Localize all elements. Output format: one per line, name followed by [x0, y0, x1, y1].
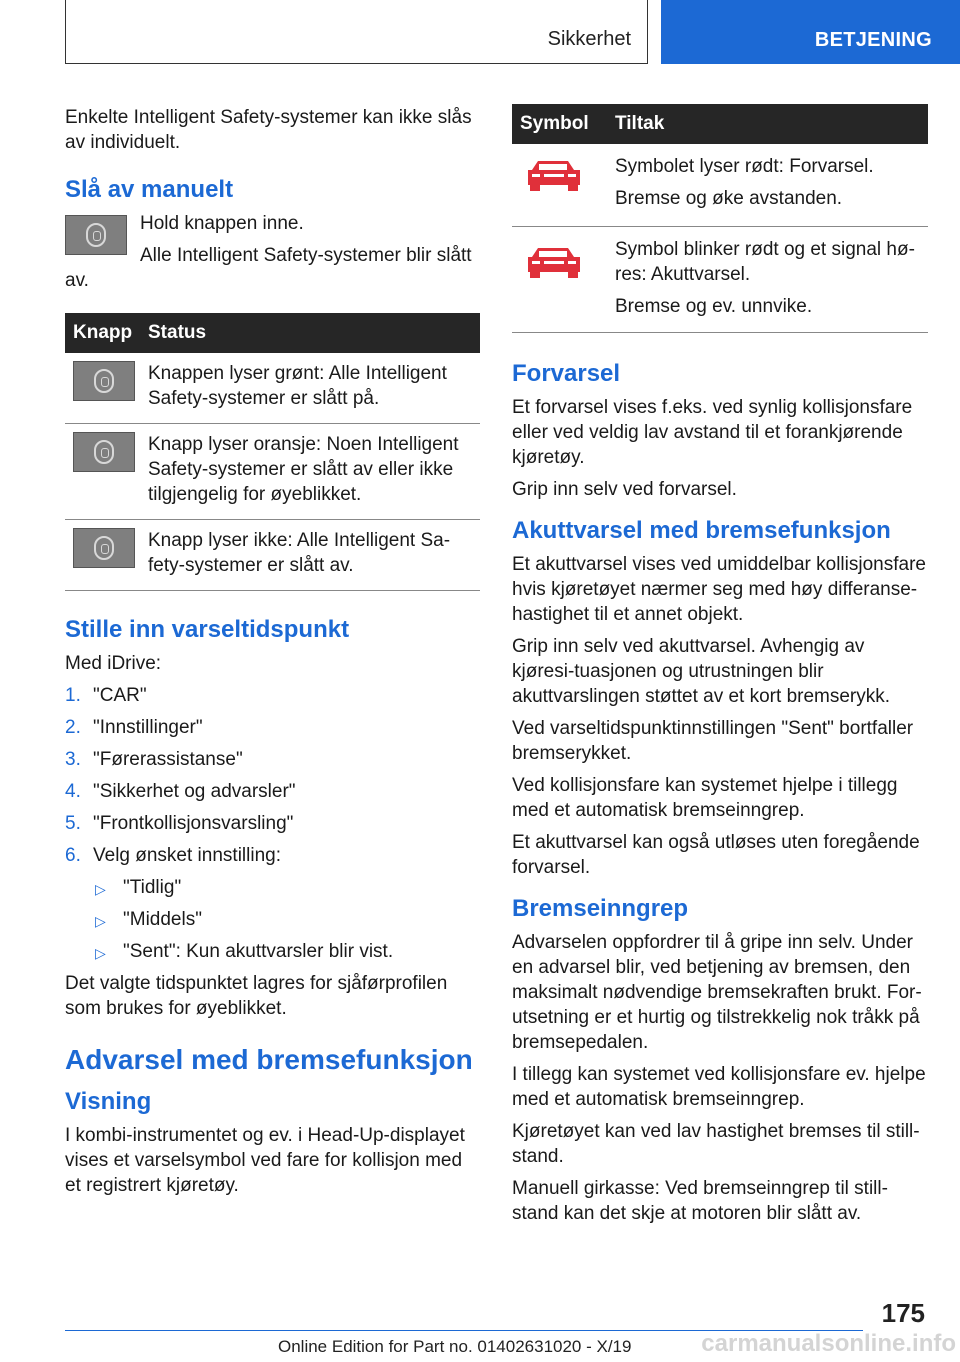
right-column [512, 104, 928, 1233]
symbol-table [512, 104, 928, 333]
list-item: 5. "Frontkollisjonsvarsling" [65, 813, 294, 834]
akutt-text-3: Ved varseltidspunktinnstillingen "Sent" bortfaller bremserykket. [512, 718, 914, 764]
manual-step-2: Alle Intelligent Safety-systemer blir slått av. [65, 245, 472, 291]
page-number: 175 [881, 1298, 925, 1328]
table-header-status: Status [141, 313, 480, 353]
steps-list [65, 683, 480, 868]
tiltak-line: Bremse og ev. unnvike. [615, 296, 813, 317]
safety-button-icon [65, 215, 127, 255]
saved-text: Det valgte tidspunktet lagres for sjåførprofilen som brukes for øyeblikket. [65, 973, 448, 1019]
akutt-text-4: Ved kollisjonsfare kan systemet hjelpe i tillegg med et automatisk bremseinngrep. [512, 775, 898, 821]
substeps-list [65, 875, 480, 964]
idrive-text: Med iDrive: [65, 653, 162, 674]
warn-time-heading: Stille inn varseltidspunkt [65, 616, 350, 643]
brems-text-4: Manuell girkasse: Ved bremseinngrep til still-stand kan det skje at motoren blir slått av. [512, 1178, 888, 1224]
status-table [65, 313, 480, 591]
table-row [512, 227, 928, 333]
list-item: 1. "CAR" [65, 685, 147, 706]
forvarsel-heading: Forvarsel [512, 360, 621, 387]
status-cell: Knapp lyser ikke: Alle Intelligent Sa-fety-systemer er slått av. [141, 520, 480, 591]
list-item: 2. "Innstillinger" [65, 717, 203, 738]
manual-block [65, 211, 480, 293]
left-column [65, 105, 480, 1205]
brems-text-3: Kjøretøyet kan ved lav hastighet bremses til still-stand. [512, 1121, 920, 1167]
akutt-heading: Akuttvarsel med bremsefunksjon [512, 517, 891, 544]
tiltak-line: Symbol blinker rødt og et signal hø-res: Akuttvarsel. [615, 239, 915, 285]
table-row [512, 144, 928, 227]
intro-text: Enkelte Intelligent Safety-systemer kan ikke slås av individuelt. [65, 107, 472, 153]
list-item: 3. "Førerassistanse" [65, 749, 243, 770]
table-header-knapp: Knapp [65, 313, 141, 353]
visning-heading: Visning [65, 1088, 152, 1115]
edition-text: Online Edition for Part no. 01402631020 - X/19 [278, 1337, 632, 1356]
bremseinngrep-heading: Bremseinngrep [512, 895, 689, 922]
list-item: ▷ "Tidlig" [95, 877, 182, 898]
chapter-title: BETJENING [814, 29, 932, 51]
table-row [65, 424, 480, 520]
forvarsel-text-1: Et forvarsel vises f.eks. ved synlig kollisjonsfare eller ved veldig lav avstand til et forankjørende kjøretøy. [512, 397, 913, 468]
list-item: 4. "Sikkerhet og advarsler" [65, 781, 296, 802]
visning-text: I kombi-instrumentet og ev. i Head-Up-displayet vises et varselsymbol ved fare for kollisjon med et registrert kjøretøy. [65, 1125, 465, 1196]
akutt-text-1: Et akuttvarsel vises ved umiddelbar kollisjonsfare hvis kjøretøyet nærmer seg med høy differanse-hastighet til et annet objekt. [512, 554, 926, 625]
header-tab [65, 0, 648, 64]
list-item: 6. Velg ønsket innstilling: [65, 845, 281, 866]
watermark: carmanualsonline.info [701, 1330, 956, 1357]
table-header-symbol: Symbol [512, 104, 600, 144]
chapter-tab [661, 0, 960, 64]
car-warning-icon [524, 156, 584, 196]
brake-warning-heading: Advarsel med bremsefunksjon [65, 1044, 473, 1075]
safety-button-off-icon [73, 528, 135, 568]
table-row [65, 520, 480, 591]
manual-step-1: Hold knappen inne. [140, 213, 304, 234]
table-row [65, 353, 480, 424]
tiltak-line: Bremse og øke avstanden. [615, 188, 843, 209]
forvarsel-text-2: Grip inn selv ved forvarsel. [512, 479, 737, 500]
brems-text-1: Advarselen oppfordrer til å gripe inn selv. Under en advarsel blir, ved betjening av bremsen, den maksimalt nødvendige bremsekraften brukt. For-utsetning er et hurtig og tilstrekkelig nok tråkk på bremsepedalen. [512, 932, 922, 1053]
car-warning-icon [524, 243, 584, 283]
status-cell: Knapp lyser oransje: Noen Intelligent Safety-systemer er slått av eller ikke tilgjengelig for øyeblikket. [141, 424, 480, 520]
brems-text-2: I tillegg kan systemet ved kollisjonsfare ev. hjelpe med et automatisk bremseinngrep. [512, 1064, 926, 1110]
table-header-tiltak: Tiltak [600, 104, 928, 144]
akutt-text-5: Et akuttvarsel kan også utløses uten foregående forvarsel. [512, 832, 920, 878]
safety-button-green-icon [73, 361, 135, 401]
status-cell: Knappen lyser grønt: Alle Intelligent Safety-systemer er slått på. [141, 353, 480, 424]
manual-heading: Slå av manuelt [65, 176, 234, 203]
list-item: ▷ "Middels" [95, 909, 202, 930]
list-item: ▷ "Sent": Kun akuttvarsler blir vist. [95, 941, 394, 962]
safety-button-orange-icon [73, 432, 135, 472]
tiltak-line: Symbolet lyser rødt: Forvarsel. [615, 156, 874, 177]
section-title: Sikkerhet [547, 28, 631, 50]
akutt-text-2: Grip inn selv ved akuttvarsel. Avhengig av kjøresi-tuasjonen og utrustningen blir akuttvarslingen støttet av et kort bremserykk. [512, 636, 891, 707]
